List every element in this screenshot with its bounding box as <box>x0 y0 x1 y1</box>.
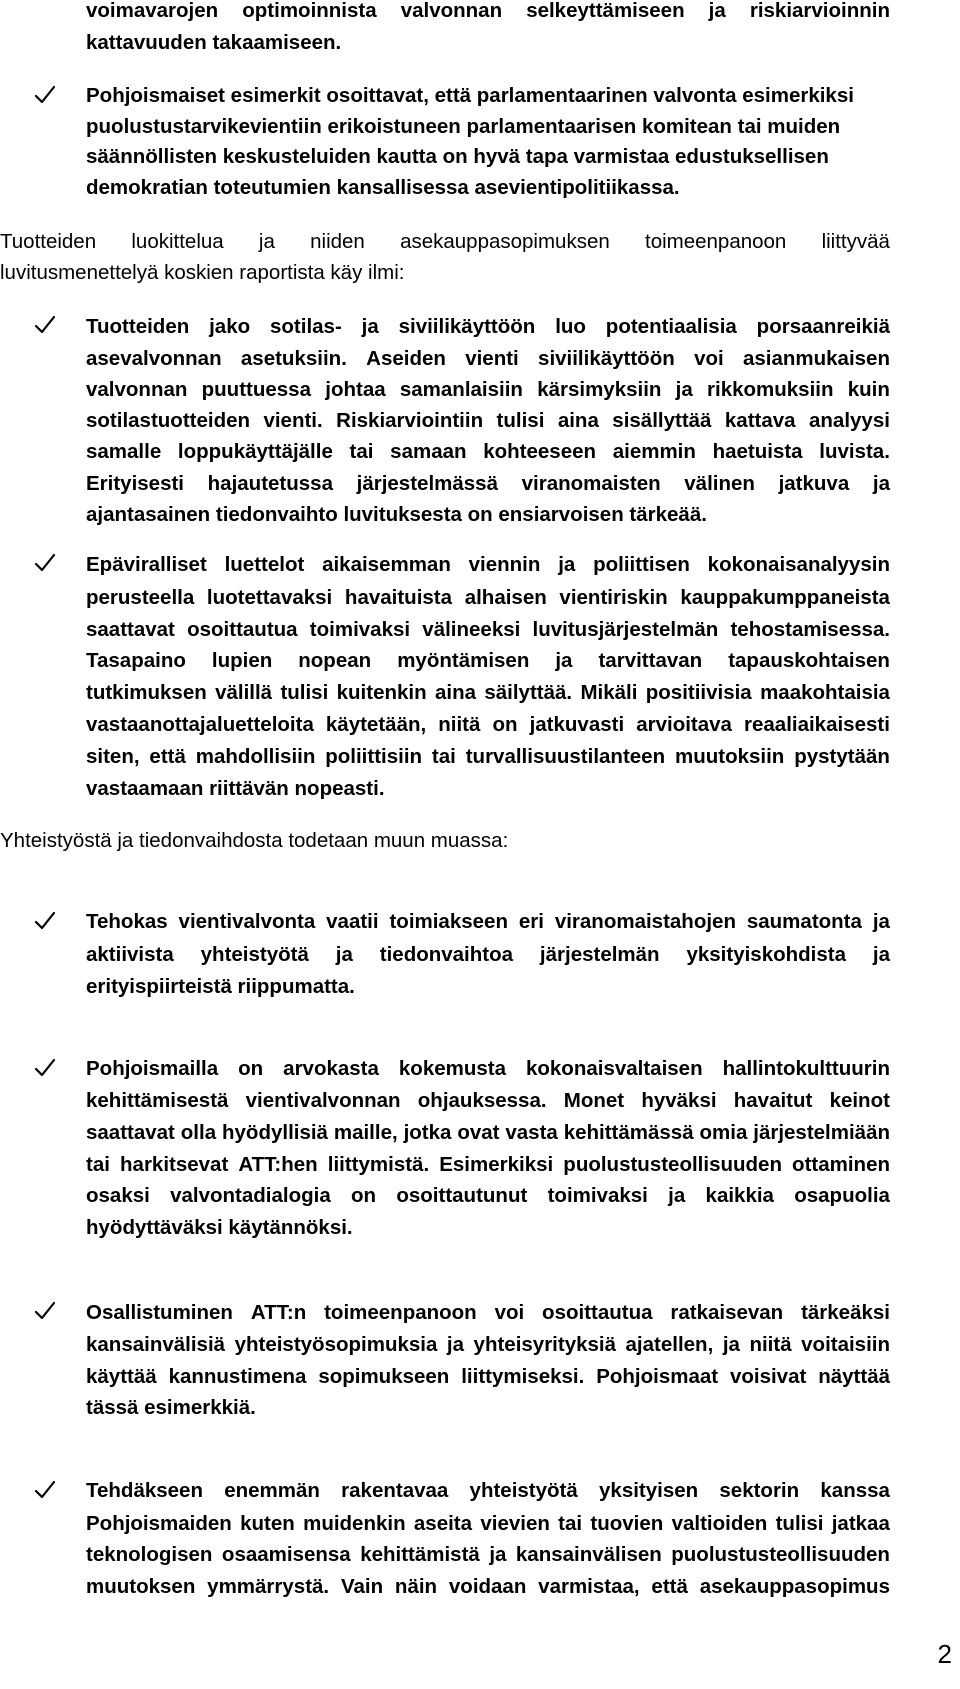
word: näin <box>394 1575 438 1598</box>
word: osaamisensa <box>221 1543 351 1566</box>
word: kehittämistä <box>360 1543 480 1566</box>
word: Tuotteiden <box>0 230 97 253</box>
word: viranomaisten <box>521 472 661 495</box>
word: ja <box>446 1333 465 1356</box>
word: Vain <box>340 1575 384 1598</box>
word: aina <box>434 681 476 704</box>
word: kanssa <box>820 1479 890 1502</box>
text-line <box>86 677 890 709</box>
word: Aseiden <box>366 347 446 370</box>
word: järjestelmän <box>539 943 660 966</box>
text-line <box>86 709 890 741</box>
word: tehostamisessa. <box>730 618 890 641</box>
word: sotilas- <box>270 315 342 338</box>
text-line: tässä esimerkkiä. <box>86 1396 256 1419</box>
word: turvallisuustilanteen <box>465 745 666 768</box>
word: arvioitava <box>636 713 732 736</box>
word: maille, <box>333 1121 398 1144</box>
text-line <box>86 1329 890 1361</box>
text-line <box>86 1085 890 1117</box>
checkmark-icon <box>34 314 56 336</box>
word: jatkaa <box>831 1512 890 1535</box>
word: tai <box>431 745 456 768</box>
word: jatkuva <box>778 472 850 495</box>
word: puolustusteollisuuden <box>563 1153 782 1176</box>
word: tai <box>86 1153 110 1176</box>
word: aktiivista <box>86 943 174 966</box>
word: luettelot <box>224 553 305 576</box>
text-line <box>0 226 890 258</box>
word: siviilikäyttöön <box>398 315 536 338</box>
text-line <box>86 1508 890 1540</box>
word: Mikäli <box>580 681 638 704</box>
word: että <box>651 1575 688 1598</box>
word: poliittisen <box>593 553 690 576</box>
word: välillä <box>215 681 273 704</box>
word: niitä <box>749 1333 792 1356</box>
word: aseita <box>413 1512 473 1535</box>
word: liittyvää <box>821 230 890 253</box>
checkmark-icon <box>34 552 56 574</box>
word: ymmärrystä. <box>207 1575 330 1598</box>
word: rikkomuksiin <box>707 378 834 401</box>
word: havaitut <box>733 1089 813 1112</box>
checkmark-icon <box>34 910 56 932</box>
word: voitaisiin <box>801 1333 890 1356</box>
word: puuttuessa <box>201 378 311 401</box>
word: jotka <box>403 1121 452 1144</box>
word: myöntämisen <box>397 649 530 672</box>
word: harkitsevat <box>120 1153 229 1176</box>
word: ja <box>558 553 576 576</box>
word: kärsimyksiin <box>537 378 662 401</box>
word: aina <box>557 409 599 432</box>
word: tutkimuksen <box>86 681 207 704</box>
word: yhteistyötä <box>200 943 309 966</box>
text-line <box>86 1475 890 1507</box>
word: aiemmin <box>612 440 696 463</box>
text-line <box>86 1539 890 1571</box>
word: toimeenpanoon <box>645 230 787 253</box>
word: asetuksiin. <box>240 347 347 370</box>
word: porsaanreikiä <box>756 315 890 338</box>
word: teknologisen <box>86 1543 213 1566</box>
word: luotettavaksi <box>206 586 333 609</box>
word: tuovien <box>590 1512 664 1535</box>
word: havaituista <box>344 586 453 609</box>
word: toimeenpanoon <box>324 1301 477 1324</box>
text-line <box>86 468 890 500</box>
word: optimoinnista <box>242 0 377 22</box>
word: Erityisesti <box>86 472 184 495</box>
text-line <box>86 436 890 468</box>
word: ja <box>489 1543 507 1566</box>
text-line <box>86 0 890 27</box>
word: potentiaalisia <box>605 315 737 338</box>
word: hyväksi <box>641 1089 717 1112</box>
word: loppukäyttäjälle <box>177 440 333 463</box>
word: käyttää <box>86 1365 157 1388</box>
word: Pohjoismaat <box>596 1365 719 1388</box>
word: säilyttää. <box>484 681 573 704</box>
word: Pohjoismaiden <box>86 1512 232 1535</box>
text-line <box>86 614 890 646</box>
word: ja <box>708 0 726 22</box>
checkmark-icon <box>34 1057 56 1079</box>
word: asekauppasopimuksen <box>400 230 610 253</box>
text-line: erityispiirteistä riippumatta. <box>86 975 355 998</box>
word: luvitusjärjestelmän <box>532 618 719 641</box>
word: haetuista <box>712 440 803 463</box>
word: näyttää <box>818 1365 890 1388</box>
text-line <box>86 549 890 581</box>
word: puolustusteollisuuden <box>671 1543 890 1566</box>
word: perusteella <box>86 586 195 609</box>
word: vienti. <box>263 409 323 432</box>
word: voi <box>494 1301 525 1324</box>
word: kehittämässä <box>563 1121 694 1144</box>
word: lupien <box>211 649 273 672</box>
checkmark-icon <box>34 1479 56 1501</box>
word: saumatonta <box>746 910 862 933</box>
word: asekauppasopimus <box>699 1575 890 1598</box>
word: välineeksi <box>422 618 521 641</box>
word: tulisi <box>775 1512 824 1535</box>
text-line <box>86 939 890 971</box>
word: vienti <box>465 347 519 370</box>
word: kansainvälisen <box>515 1543 662 1566</box>
word: kansainvälisiä <box>86 1333 226 1356</box>
word: eri <box>518 910 544 933</box>
word: riskiarvioinnin <box>749 0 890 22</box>
word: kaikkia <box>705 1184 774 1207</box>
word: osapuolia <box>794 1184 890 1207</box>
word: ja <box>335 943 353 966</box>
word: järjestelmiään <box>753 1121 890 1144</box>
word: ja <box>361 315 379 338</box>
word: muutoksen <box>86 1575 196 1598</box>
word: vientiriskin <box>559 586 668 609</box>
word: ja <box>668 1184 686 1207</box>
word: analyysi <box>809 409 890 432</box>
word: osoittautunut <box>396 1184 528 1207</box>
word: on <box>492 713 518 736</box>
word: vasta <box>505 1121 558 1144</box>
word: kauppakumppaneista <box>680 586 890 609</box>
checkmark-icon <box>34 84 56 106</box>
word: toimiakseen <box>389 910 508 933</box>
word: asianmukaisen <box>742 347 890 370</box>
word: kokonaisanalyysin <box>707 553 890 576</box>
word: hyödyllisiä <box>222 1121 328 1144</box>
word: vievien <box>480 1512 550 1535</box>
word: omia <box>699 1121 748 1144</box>
word: olla <box>180 1121 217 1144</box>
word: hallintokulttuurin <box>722 1057 890 1080</box>
word: yhteistyösopimuksia <box>234 1333 438 1356</box>
word: Tehokas <box>86 910 168 933</box>
word: järjestelmässä <box>356 472 498 495</box>
word: varmistaa, <box>538 1575 640 1598</box>
word: ATT:hen <box>238 1153 318 1176</box>
word: tulisi <box>496 409 545 432</box>
word: ja <box>872 472 890 495</box>
word: tärkeäksi <box>801 1301 890 1324</box>
word: ajatellen, <box>625 1333 714 1356</box>
word: liittymistä. <box>327 1153 430 1176</box>
text-line: säännöllisten keskusteluiden kautta on hyvä tapa varmistaa edustuksellisen <box>86 145 829 168</box>
word: kehittämisestä <box>86 1089 229 1112</box>
word: reaaliaikaisesti <box>744 713 890 736</box>
word: enemmän <box>224 1479 320 1502</box>
word: mahdollisiin <box>195 745 316 768</box>
word: kokonaisvaltaisen <box>525 1057 703 1080</box>
word: kohteeseen <box>483 440 597 463</box>
word: ja <box>675 378 693 401</box>
text-line: demokratian toteutumien kansallisessa asevientipolitiikassa. <box>86 176 680 199</box>
text-line <box>86 582 890 614</box>
word: ja <box>722 1333 740 1356</box>
word: valvonnan <box>86 378 188 401</box>
text-line <box>86 405 890 437</box>
word: arvokasta <box>283 1057 379 1080</box>
text-line: kattavuuden takaamiseen. <box>86 31 342 54</box>
word: luo <box>555 315 586 338</box>
word: toimivaksi <box>547 1184 648 1207</box>
word: nopean <box>298 649 372 672</box>
text-line: Yhteistyöstä ja tiedonvaihdosta todetaan muun muassa: <box>0 829 509 852</box>
word: tai <box>349 440 374 463</box>
word: niitä <box>438 713 481 736</box>
word: maakohtaisia <box>760 681 890 704</box>
word: jako <box>209 315 251 338</box>
word: alhaisen <box>464 586 547 609</box>
text-line: ajantasainen tiedonvaihto luvituksesta on ensiarvoisen tärkeää. <box>86 503 707 526</box>
word: tulisi <box>280 681 329 704</box>
word: yhteistyötä <box>469 1479 578 1502</box>
word: kannustimena <box>168 1365 307 1388</box>
word: osoittautua <box>542 1301 653 1324</box>
word: muutoksiin <box>674 745 785 768</box>
word: ottaminen <box>792 1153 890 1176</box>
word: valtioiden <box>671 1512 768 1535</box>
word: valvontadialogia <box>170 1184 331 1207</box>
word: saattavat <box>86 618 175 641</box>
word: siviilikäyttöön <box>538 347 675 370</box>
word: Epäviralliset <box>86 553 207 576</box>
text-line <box>86 1117 890 1149</box>
word: johtaa <box>325 378 386 401</box>
word: ATT:n <box>250 1301 307 1324</box>
word: luvista. <box>819 440 890 463</box>
text-line: puolustustarvikevientiin erikoistuneen parlamentaarisen komitean tai muiden <box>86 115 841 138</box>
word: on <box>238 1057 264 1080</box>
text-line: Pohjoismaiset esimerkit osoittavat, että parlamentaarinen valvonta esimerkiksi <box>86 84 854 107</box>
word: yksityisen <box>599 1479 699 1502</box>
word: yhteisyrityksiä <box>473 1333 616 1356</box>
word: kattava <box>724 409 796 432</box>
word: kuitenkin <box>336 681 427 704</box>
text-line: hyödyttäväksi käytännöksi. <box>86 1216 353 1239</box>
word: voimavarojen <box>86 0 219 22</box>
text-line <box>86 374 890 406</box>
word: vastaanottajaluetteloita <box>86 713 314 736</box>
word: voi <box>694 347 724 370</box>
word: positiivisia <box>645 681 752 704</box>
word: Pohjoismailla <box>86 1057 219 1080</box>
word: luokittelua <box>131 230 224 253</box>
word: osaksi <box>86 1184 150 1207</box>
word: käytetään, <box>325 713 427 736</box>
word: keinot <box>829 1089 890 1112</box>
word: vientivalvonta <box>178 910 316 933</box>
text-line <box>86 1361 890 1393</box>
word: samanlaisiin <box>399 378 523 401</box>
word: tarvittavan <box>598 649 703 672</box>
word: Osallistuminen <box>86 1301 233 1324</box>
word: Tehdäkseen <box>86 1479 203 1502</box>
word: kokemusta <box>398 1057 506 1080</box>
word: samalle <box>86 440 162 463</box>
word: valvonnan <box>400 0 503 22</box>
text-line <box>86 645 890 677</box>
word: ja <box>258 230 275 253</box>
word: rakentavaa <box>341 1479 449 1502</box>
word: kuin <box>847 378 890 401</box>
text-line <box>86 311 890 343</box>
text-line <box>86 1571 890 1603</box>
text-line <box>86 1180 890 1212</box>
text-line <box>86 1053 890 1085</box>
word: Riskiarviointiin <box>336 409 484 432</box>
word: siten, <box>86 745 140 768</box>
word: sotilastuotteiden <box>86 409 251 432</box>
word: on <box>351 1184 377 1207</box>
word: että <box>149 745 186 768</box>
word: ja <box>872 943 890 966</box>
word: vientivalvonnan <box>245 1089 401 1112</box>
checkmark-icon <box>34 1300 56 1322</box>
word: ohjauksessa. <box>417 1089 547 1112</box>
word: jatkuvasti <box>529 713 625 736</box>
word: sopimukseen <box>318 1365 450 1388</box>
text-line: vastaamaan riittävän nopeasti. <box>86 777 385 800</box>
text-line <box>86 1297 890 1329</box>
word: muidenkin <box>303 1512 406 1535</box>
word: tapauskohtaisen <box>728 649 890 672</box>
word: yksityiskohdista <box>686 943 846 966</box>
word: välinen <box>684 472 755 495</box>
text-line: luvitusmenettelyä koskien raportista käy ilmi: <box>0 261 405 284</box>
text-line <box>86 343 890 375</box>
word: ja <box>555 649 573 672</box>
word: saattavat <box>86 1121 175 1144</box>
word: voidaan <box>448 1575 527 1598</box>
word: ratkaisevan <box>670 1301 784 1324</box>
word: tiedonvaihtoa <box>379 943 514 966</box>
word: selkeyttämiseen <box>526 0 685 22</box>
word: Monet <box>563 1089 625 1112</box>
word: sisällyttää <box>612 409 712 432</box>
word: osoittautua <box>187 618 298 641</box>
word: samaan <box>390 440 467 463</box>
word: aikaisemman <box>322 553 451 576</box>
word: viennin <box>468 553 541 576</box>
word: hajautetussa <box>207 472 333 495</box>
word: ja <box>872 910 890 933</box>
text-line <box>86 741 890 773</box>
word: ovat <box>457 1121 500 1144</box>
word: niiden <box>310 230 365 253</box>
word: toimivaksi <box>309 618 411 641</box>
word: poliittisiin <box>325 745 423 768</box>
text-line <box>86 1149 890 1181</box>
word: Esimerkiksi <box>439 1153 554 1176</box>
word: kuten <box>240 1512 295 1535</box>
word: tai <box>558 1512 583 1535</box>
word: Tasapaino <box>86 649 186 672</box>
word: vaatii <box>326 910 379 933</box>
word: sektorin <box>719 1479 800 1502</box>
word: Tuotteiden <box>86 315 190 338</box>
page-number: 2 <box>937 1639 952 1669</box>
word: pystytään <box>794 745 890 768</box>
word: asevalvonnan <box>86 347 222 370</box>
word: voisivat <box>729 1365 807 1388</box>
word: liittymiseksi. <box>461 1365 585 1388</box>
text-line <box>86 906 890 938</box>
word: viranomaistahojen <box>554 910 736 933</box>
